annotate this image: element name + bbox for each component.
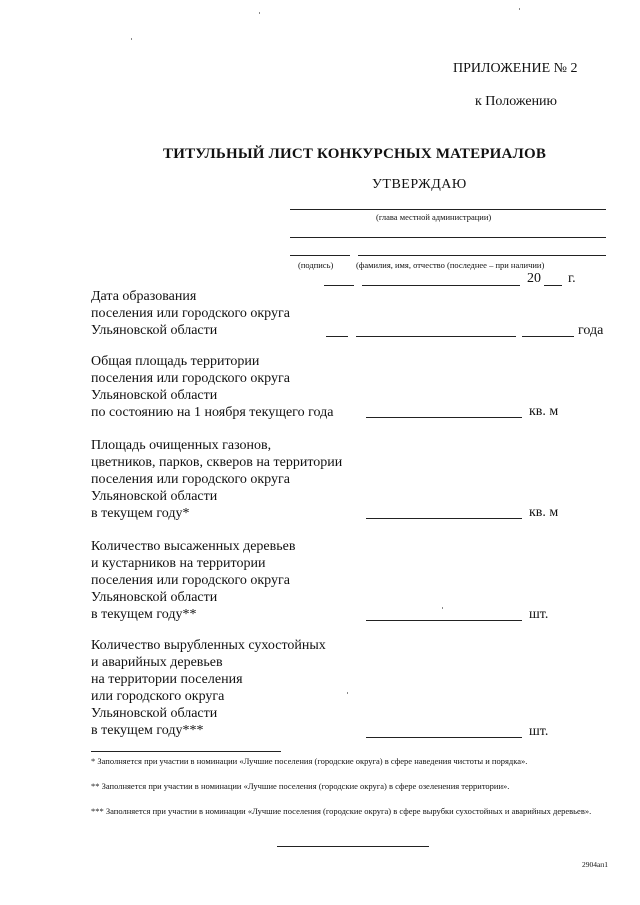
closing-line	[277, 846, 429, 847]
footnote-1: * Заполняется при участии в номинации «Лучшие поселения (городские округа) в сфере наведения чистоты и порядка».	[91, 756, 528, 766]
planted-trees-line	[366, 620, 522, 621]
document-code: 2904ап1	[582, 860, 608, 869]
field-label-line: на территории поселения	[91, 672, 243, 687]
field-label-line: и аварийных деревьев	[91, 655, 223, 670]
field-removed-trees	[91, 637, 326, 739]
scan-speck	[347, 692, 348, 694]
scan-speck	[442, 607, 443, 609]
unit-sq-m: кв. м	[529, 505, 559, 520]
founding-day-line	[326, 336, 348, 337]
field-label-line: Ульяновской области	[91, 590, 218, 605]
footnote-separator	[91, 751, 281, 752]
cleaned-lawns-line	[366, 518, 522, 519]
unit-pcs: шт.	[529, 724, 549, 739]
name-caption: (фамилия, имя, отчество (последнее – при наличии)	[356, 260, 545, 270]
full-name-line	[358, 255, 606, 256]
field-label-line: цветников, парков, скверов на территории	[91, 455, 343, 470]
field-planted-trees	[91, 538, 295, 623]
field-label-line: Площадь очищенных газонов,	[91, 438, 272, 453]
page-title: ТИТУЛЬНЫЙ ЛИСТ КОНКУРСНЫХ МАТЕРИАЛОВ	[163, 146, 547, 162]
unit-pcs: шт.	[529, 607, 549, 622]
unit-sq-m: кв. м	[529, 404, 559, 419]
approve-label: УТВЕРЖДАЮ	[372, 177, 467, 192]
founding-year-line	[522, 336, 574, 337]
unit-years: года	[578, 323, 604, 338]
year-suffix: г.	[568, 271, 576, 286]
removed-trees-line	[366, 737, 522, 738]
signature-line	[290, 255, 350, 256]
field-label-line: Дата образования	[91, 289, 197, 304]
field-label-line: Общая площадь территории	[91, 354, 260, 369]
field-total-area	[91, 353, 333, 421]
scan-speck	[131, 38, 132, 40]
footnote-2: ** Заполняется при участии в номинации «Лучшие поселения (городские округа) в сфере озеленения территории».	[91, 781, 510, 791]
field-label-line: Ульяновской области	[91, 489, 218, 504]
field-label-line: и кустарников на территории	[91, 556, 266, 571]
field-cleaned-lawns	[91, 437, 342, 522]
field-label-line: Количество высаженных деревьев	[91, 539, 296, 554]
field-label-line: в текущем году*	[91, 506, 190, 521]
total-area-line	[366, 417, 522, 418]
field-founding-date	[91, 288, 290, 339]
field-label-line: поселения или городского округа	[91, 306, 290, 321]
founding-month-line	[356, 336, 516, 337]
footnote-3: *** Заполняется при участии в номинации «Лучшие поселения (городские округа) в сфере вырубки сухостойных и аварийных деревьев».	[91, 806, 592, 816]
year-line	[544, 285, 562, 286]
appendix-number: ПРИЛОЖЕНИЕ № 2	[453, 61, 578, 76]
field-label-line: по состоянию на 1 ноября текущего года	[91, 405, 334, 420]
head-name-line-2	[290, 237, 606, 238]
field-label-line: Ульяновской области	[91, 323, 218, 338]
day-line	[324, 285, 354, 286]
field-label-line: поселения или городского округа	[91, 472, 290, 487]
head-name-line	[290, 209, 606, 210]
scan-speck	[519, 8, 520, 10]
field-label-line: в текущем году***	[91, 723, 204, 738]
field-label-line: поселения или городского округа	[91, 573, 290, 588]
head-caption: (глава местной администрации)	[376, 212, 492, 222]
signature-caption: (подпись)	[298, 260, 334, 270]
field-label-line: Количество вырубленных сухостойных	[91, 638, 326, 653]
to-regulation: к Положению	[475, 94, 558, 109]
field-label-line: или городского округа	[91, 689, 225, 704]
month-line	[362, 285, 520, 286]
field-label-line: поселения или городского округа	[91, 371, 290, 386]
field-label-line: Ульяновской области	[91, 388, 218, 403]
year-prefix: 20	[527, 271, 541, 286]
field-label-line: в текущем году**	[91, 607, 197, 622]
scan-speck	[259, 12, 260, 14]
field-label-line: Ульяновской области	[91, 706, 218, 721]
